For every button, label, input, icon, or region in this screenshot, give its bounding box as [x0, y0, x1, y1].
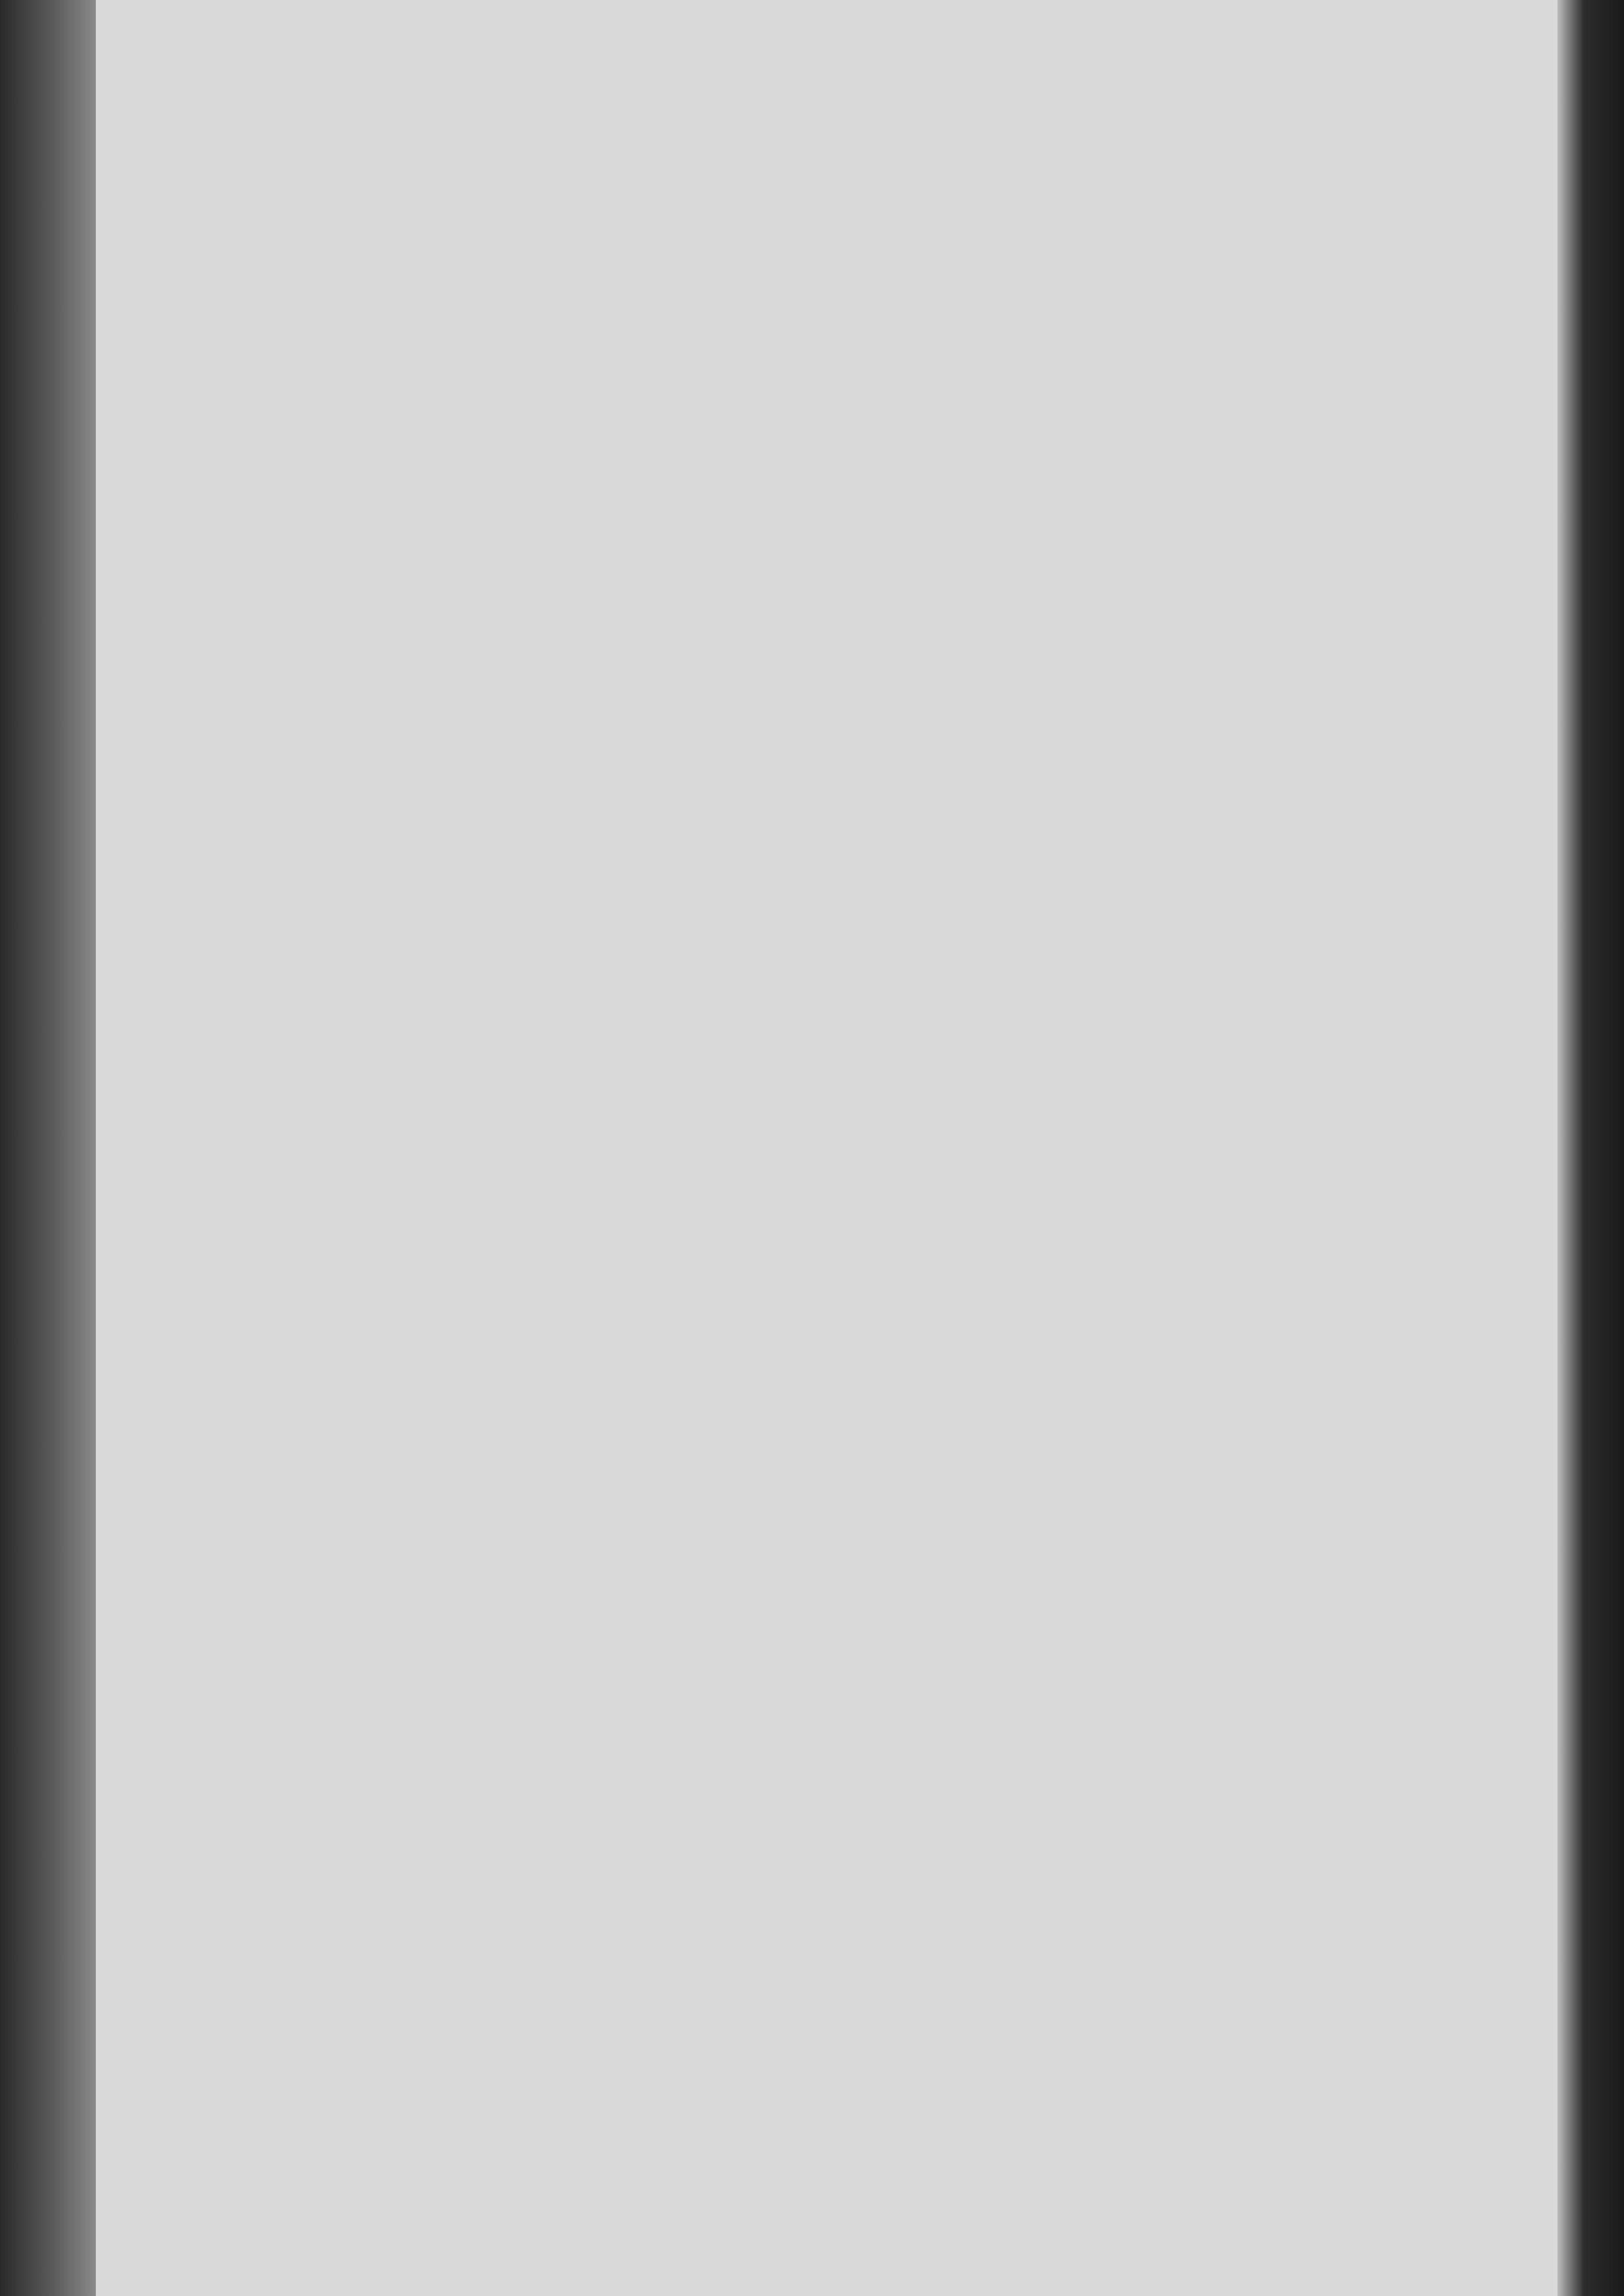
running-header: [209, 49, 1606, 91]
document-page: [96, 0, 1557, 2296]
right-binding-shadow: [1557, 0, 1624, 2296]
left-page-edge: [0, 0, 96, 2296]
page-content: [209, 49, 1606, 91]
